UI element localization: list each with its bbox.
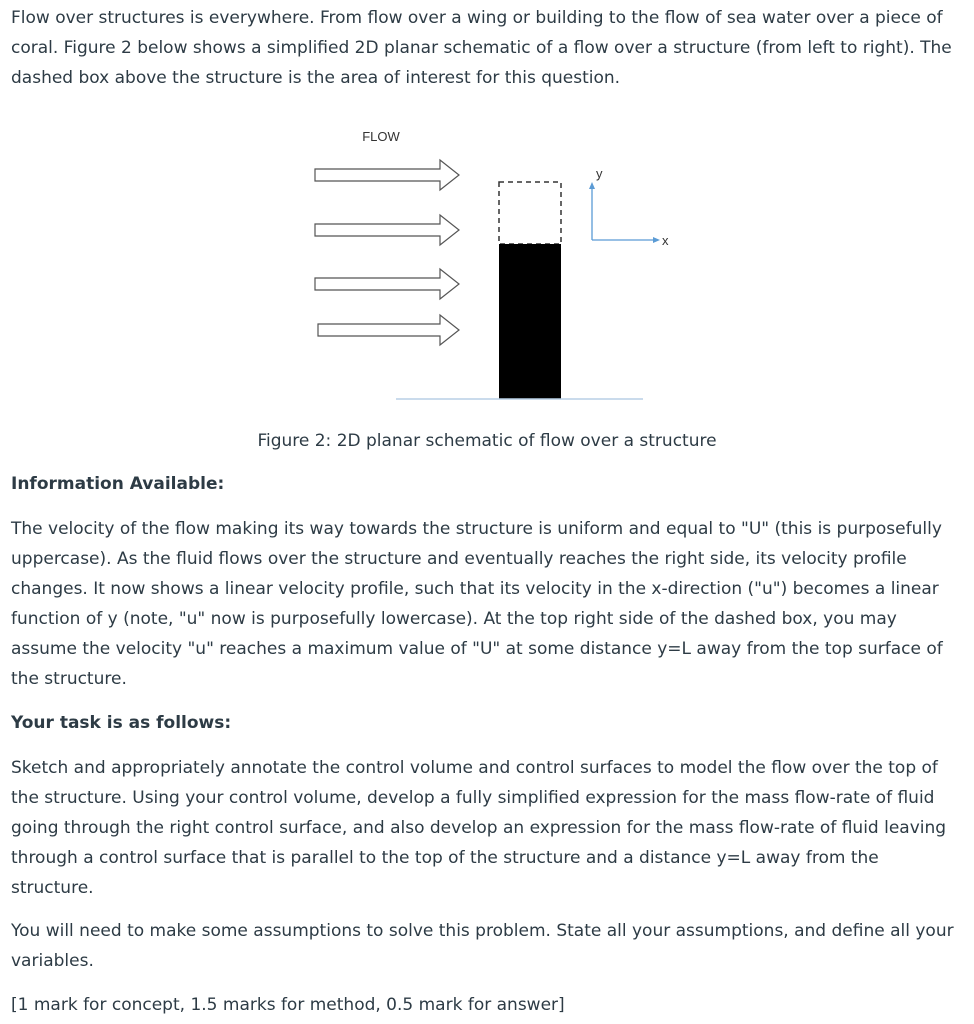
info-heading: Information Available: [11, 474, 225, 494]
figure-caption: Figure 2: 2D planar schematic of flow over a structure [257, 431, 717, 451]
x-axis-label: x [662, 233, 669, 248]
intro-paragraph: Flow over structures is everywhere. From flow over a wing or building to the flow of sea water over a piece of coral. Figure 2 below shows a simplified 2D planar schematic of a flow over a structure (from left to right). The dashed box above the structure is the area of interest for this question. [11, 8, 952, 88]
axes [589, 166, 669, 248]
flow-arrow-2 [315, 215, 459, 245]
dashed-control-box [499, 182, 561, 244]
y-axis-arrowhead [589, 182, 595, 189]
flow-label: FLOW [362, 129, 400, 144]
flow-arrow-3 [315, 269, 459, 299]
structure-block [499, 244, 561, 399]
flow-arrow-4 [318, 315, 459, 345]
flow-schematic-figure [0, 120, 974, 420]
flow-schematic-svg [0, 120, 974, 420]
flow-arrow-1 [315, 160, 459, 190]
task-heading: Your task is as follows: [11, 713, 232, 733]
info-paragraph: The velocity of the flow making its way towards the structure is uniform and equal to "U" (this is purposefully uppercase). As the fluid flows over the structure and eventually reaches the right side, its velocity profile changes. It now shows a linear velocity profile, such that its velocity in the x-direction ("u") becomes a linear function of y (note, "u" now is purposefully lowercase). At the top right side of the dashed box, you may assume the velocity "u" reaches a maximum value of "U" at some distance y=L away from the top surface of the structure. [11, 519, 943, 689]
y-axis-label: y [596, 166, 603, 181]
x-axis-arrowhead [653, 237, 660, 243]
task-paragraph: Sketch and appropriately annotate the control volume and control surfaces to model the flow over the top of the structure. Using your control volume, develop a fully simplified expression for the mass flow-rate of fluid going through the right control surface, and also develop an expression for the mass flow-rate of fluid leaving through a control surface that is parallel to the top of the structure and a distance y=L away from the structure. [11, 758, 947, 898]
marks-note: [1 mark for concept, 1.5 marks for method, 0.5 mark for answer] [11, 995, 565, 1015]
flow-arrows [315, 160, 459, 345]
assumptions-paragraph: You will need to make some assumptions to solve this problem. State all your assumptions, and define all your variables. [11, 921, 954, 971]
